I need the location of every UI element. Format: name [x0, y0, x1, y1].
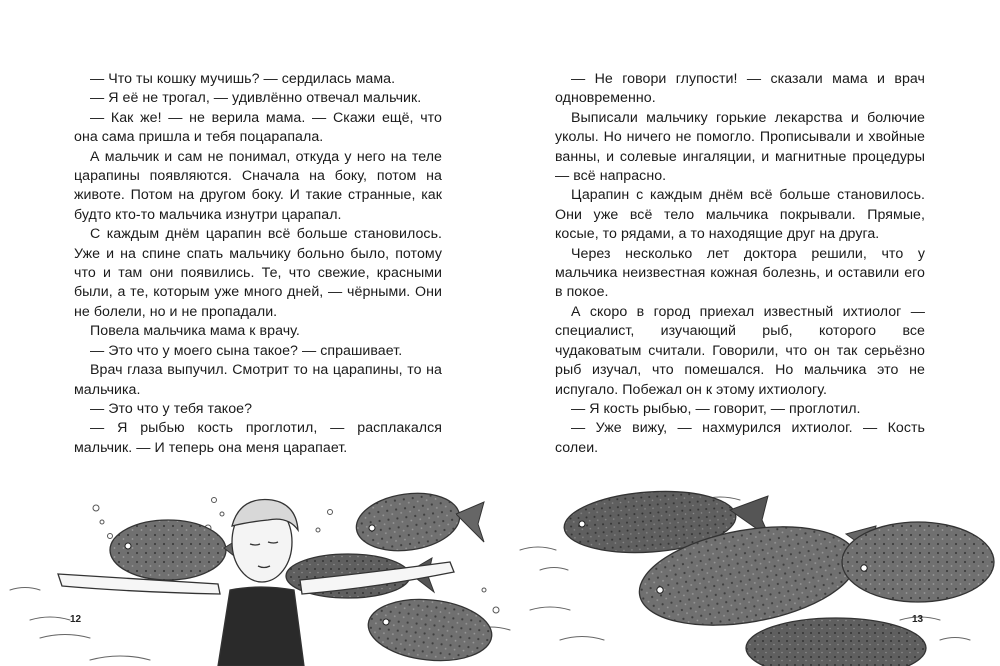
paragraph: С каждым днём царапин всё больше становилось. Уже и на спине спать мальчику больно было, потому что и там они появились. Те, что свежие, красными были, а те, которым уже много дней, — чёрными. Они не болели, но и не пропадали.: [74, 226, 442, 320]
paragraph: — Как же! — не верила мама. — Скажи ещё, что она сама пришла и тебя поцарапала.: [74, 109, 442, 146]
fish-left-1: [110, 520, 252, 580]
paragraph: — Это что у моего сына такое? — спрашивает.: [90, 342, 403, 359]
fish-right-3: [842, 522, 994, 602]
paragraph: Повела мальчика мама к врачу.: [90, 323, 300, 340]
page-number-right: 13: [912, 614, 924, 625]
paragraph: Врач глаза выпучил. Смотрит то на царапины, то на мальчика.: [74, 362, 442, 398]
paragraph: — Я кость рыбью, — говорит, — проглотил.: [571, 400, 861, 417]
illustration-boy-and-fish: [0, 470, 1000, 666]
paragraph: — Я её не трогал, — удивлённо отвечал мальчик.: [90, 90, 422, 107]
paragraph: — Не говори глупости! — сказали мама и врач одновременно.: [555, 71, 925, 107]
fish-left-2: [353, 487, 484, 557]
paragraph: — Это что у тебя такое?: [90, 400, 253, 417]
paragraph: — Что ты кошку мучишь? — сердилась мама.: [90, 71, 396, 87]
paragraph: Выписали мальчику горькие лекарства и болючие уколы. Но ничего не помогло. Прописывали и хвойные ванны, и солевые ингаляции, и магнитные процедуры — всё напрасно.: [555, 109, 925, 185]
left-page-text: [74, 70, 442, 458]
paragraph: А мальчик и сам не понимал, откуда у него на теле царапины появляются. Сначала на боку, потом на животе. Потом на другом боку. И такие странные, как будто кто-то мальчика изнутри царапал.: [74, 148, 442, 223]
paragraph: — Я рыбью кость проглотил, — расплакался мальчик. — И теперь она меня царапает.: [74, 420, 442, 456]
fish-left-4: [365, 594, 495, 666]
paragraph: Через несколько лет доктора решили, что у мальчика неизвестная кожная болезнь, и оставили его в покое.: [555, 245, 925, 301]
paragraph: — Уже вижу, — нахмурился ихтиолог. — Кость солеи.: [555, 420, 925, 456]
right-page-text: [555, 70, 925, 458]
page-number-left: 12: [70, 614, 82, 625]
paragraph: А скоро в город приехал известный ихтиолог — специалист, изучающий рыб, которого все чудаковатым считали. Говорили, что он так серьёзно рыб изучал, что помешался. Но мальчика это не испугало. Побежал он к этому ихтиологу.: [555, 303, 925, 398]
paragraph: Царапин с каждым днём всё больше становилось. Они уже всё тело мальчика покрывали. Прямые, косые, то рядами, а то находящие друг на друга.: [555, 187, 925, 243]
fish-right-4: [746, 618, 926, 666]
